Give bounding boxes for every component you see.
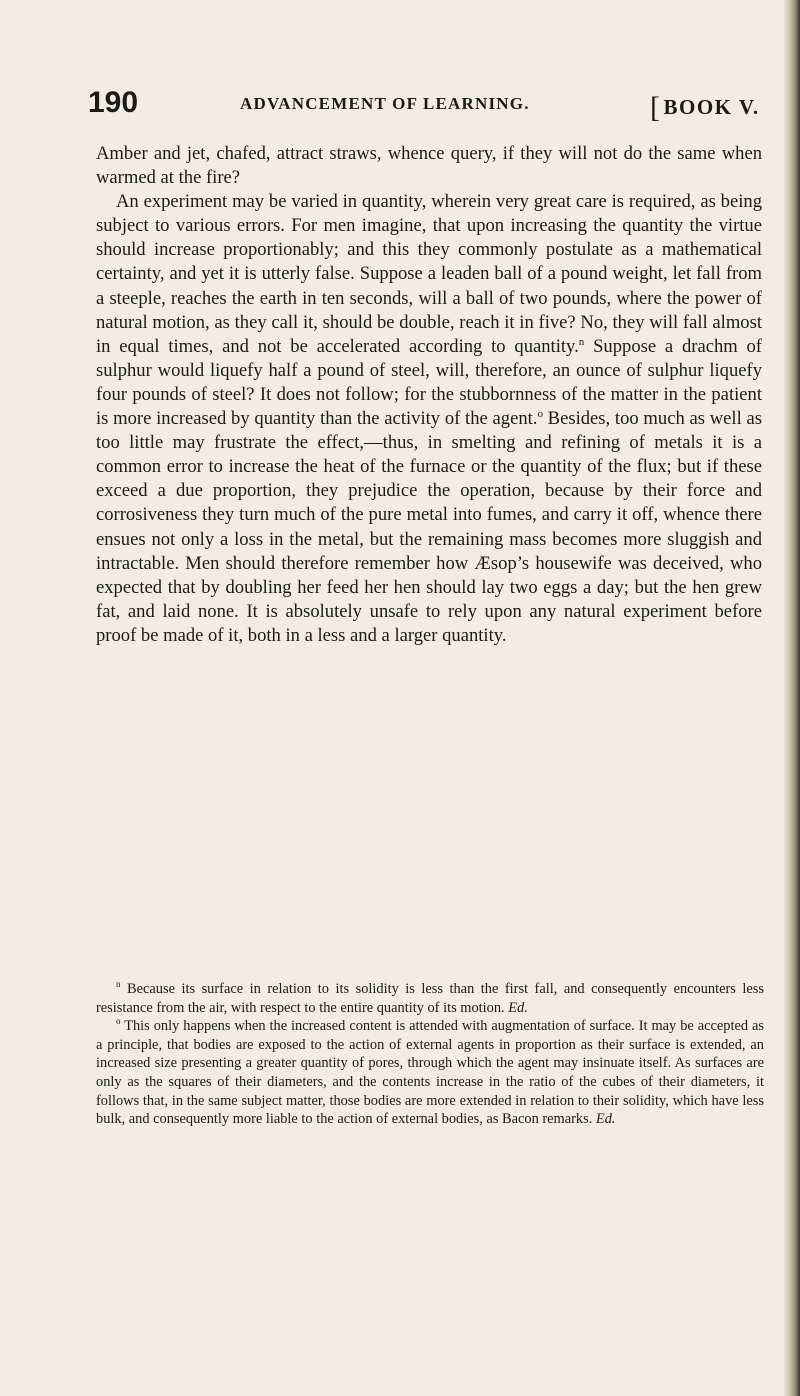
paragraph-1-text: Amber and jet, chafed, attract straws, whence query, if they will not do the same when warmed at the fire?	[96, 143, 762, 189]
page-edge-shadow	[784, 0, 800, 1396]
paragraph-2	[96, 190, 762, 648]
footnote-o-signature: Ed.	[595, 1111, 616, 1128]
footnotes	[96, 980, 764, 1129]
footnote-ref-n[interactable]: n	[578, 335, 585, 348]
body-text	[96, 142, 762, 648]
paragraph-2-text-b: Suppose a drachm of sulphur would liquefy half a pound of steel, will, therefore, an ounce of sulphur liquefy four pounds of steel? It does not follow; for the stubbornness of the matter in the patient is more increased by quantity than the activity of the agent.	[96, 335, 763, 430]
running-title: ADVANCEMENT OF LEARNING.	[240, 94, 530, 113]
page-number: 190	[88, 86, 139, 119]
footnote-o	[96, 1017, 764, 1129]
footnote-mark-n: n	[116, 979, 121, 989]
footnote-n	[96, 980, 764, 1017]
footnote-mark-o: o	[116, 1016, 121, 1027]
paragraph-1	[96, 142, 762, 190]
footnote-ref-o[interactable]: o	[537, 408, 543, 421]
book-reference	[650, 88, 760, 122]
running-header	[88, 86, 778, 126]
footnote-n-text: Because its surface in relation to its solidity is less than the first fall, and consequently encounters less resistance from the air, with respect to the entire quantity of its motion.	[96, 981, 764, 1016]
paragraph-2-text-a: An experiment may be varied in quantity, wherein very great care is required, as being subject to various errors. For men imagine, that upon increasing the quantity the virtue should increase proportionably; and this they commonly postulate as a mathematical certainty, and yet it is utterly false. Suppose a leaden ball of a pound weight, let fall from a steeple, reaches the earth in ten seconds, will a ball of two pounds, where the power of natural motion, as they call it, should be double, reach it in five? No, they will fall almost in equal times, and not be accelerated according to quantity.	[96, 191, 762, 357]
paragraph-2-text-c: Besides, too much as well as too little may frustrate the effect,—thus, in smelting and refining of metals it is a common error to increase the heat of the furnace or the quantity of the flux; but if these exceed a due proportion, they prejudice the operation, because by their force and corrosiveness they turn much of the pure metal into fumes, and carry it off, whence there ensues not only a loss in the metal, but the remaining mass becomes more sluggish and intractable. Men should therefore remember how Æsop’s housewife was deceived, who expected that by doubling her feed her hen should lay two eggs a day; but the hen grew fat, and laid none. It is absolutely unsafe to rely upon any natural experiment before proof be made of it, both in a less and a larger quantity.	[96, 408, 762, 646]
book-reference-label: BOOK V.	[663, 95, 760, 119]
footnote-o-text: This only happens when the increased content is attended with augmentation of surface. It may be accepted as a principle, that bodies are exposed to the action of external agents in proportion as their surface is extended, an increased size presenting a greater quantity of pores, through which the agent may insinuate itself. As surfaces are only as the squares of their diameters, and the contents increase in the ratio of the cubes of their diameters, it follows that, in the same subject matter, those bodies are more extended in relation to their solidity, which have less bulk, and consequently more liable to the action of external bodies, as Bacon remarks.	[96, 1018, 764, 1128]
book-bracket: [	[650, 91, 662, 124]
footnote-n-signature: Ed.	[508, 999, 528, 1016]
